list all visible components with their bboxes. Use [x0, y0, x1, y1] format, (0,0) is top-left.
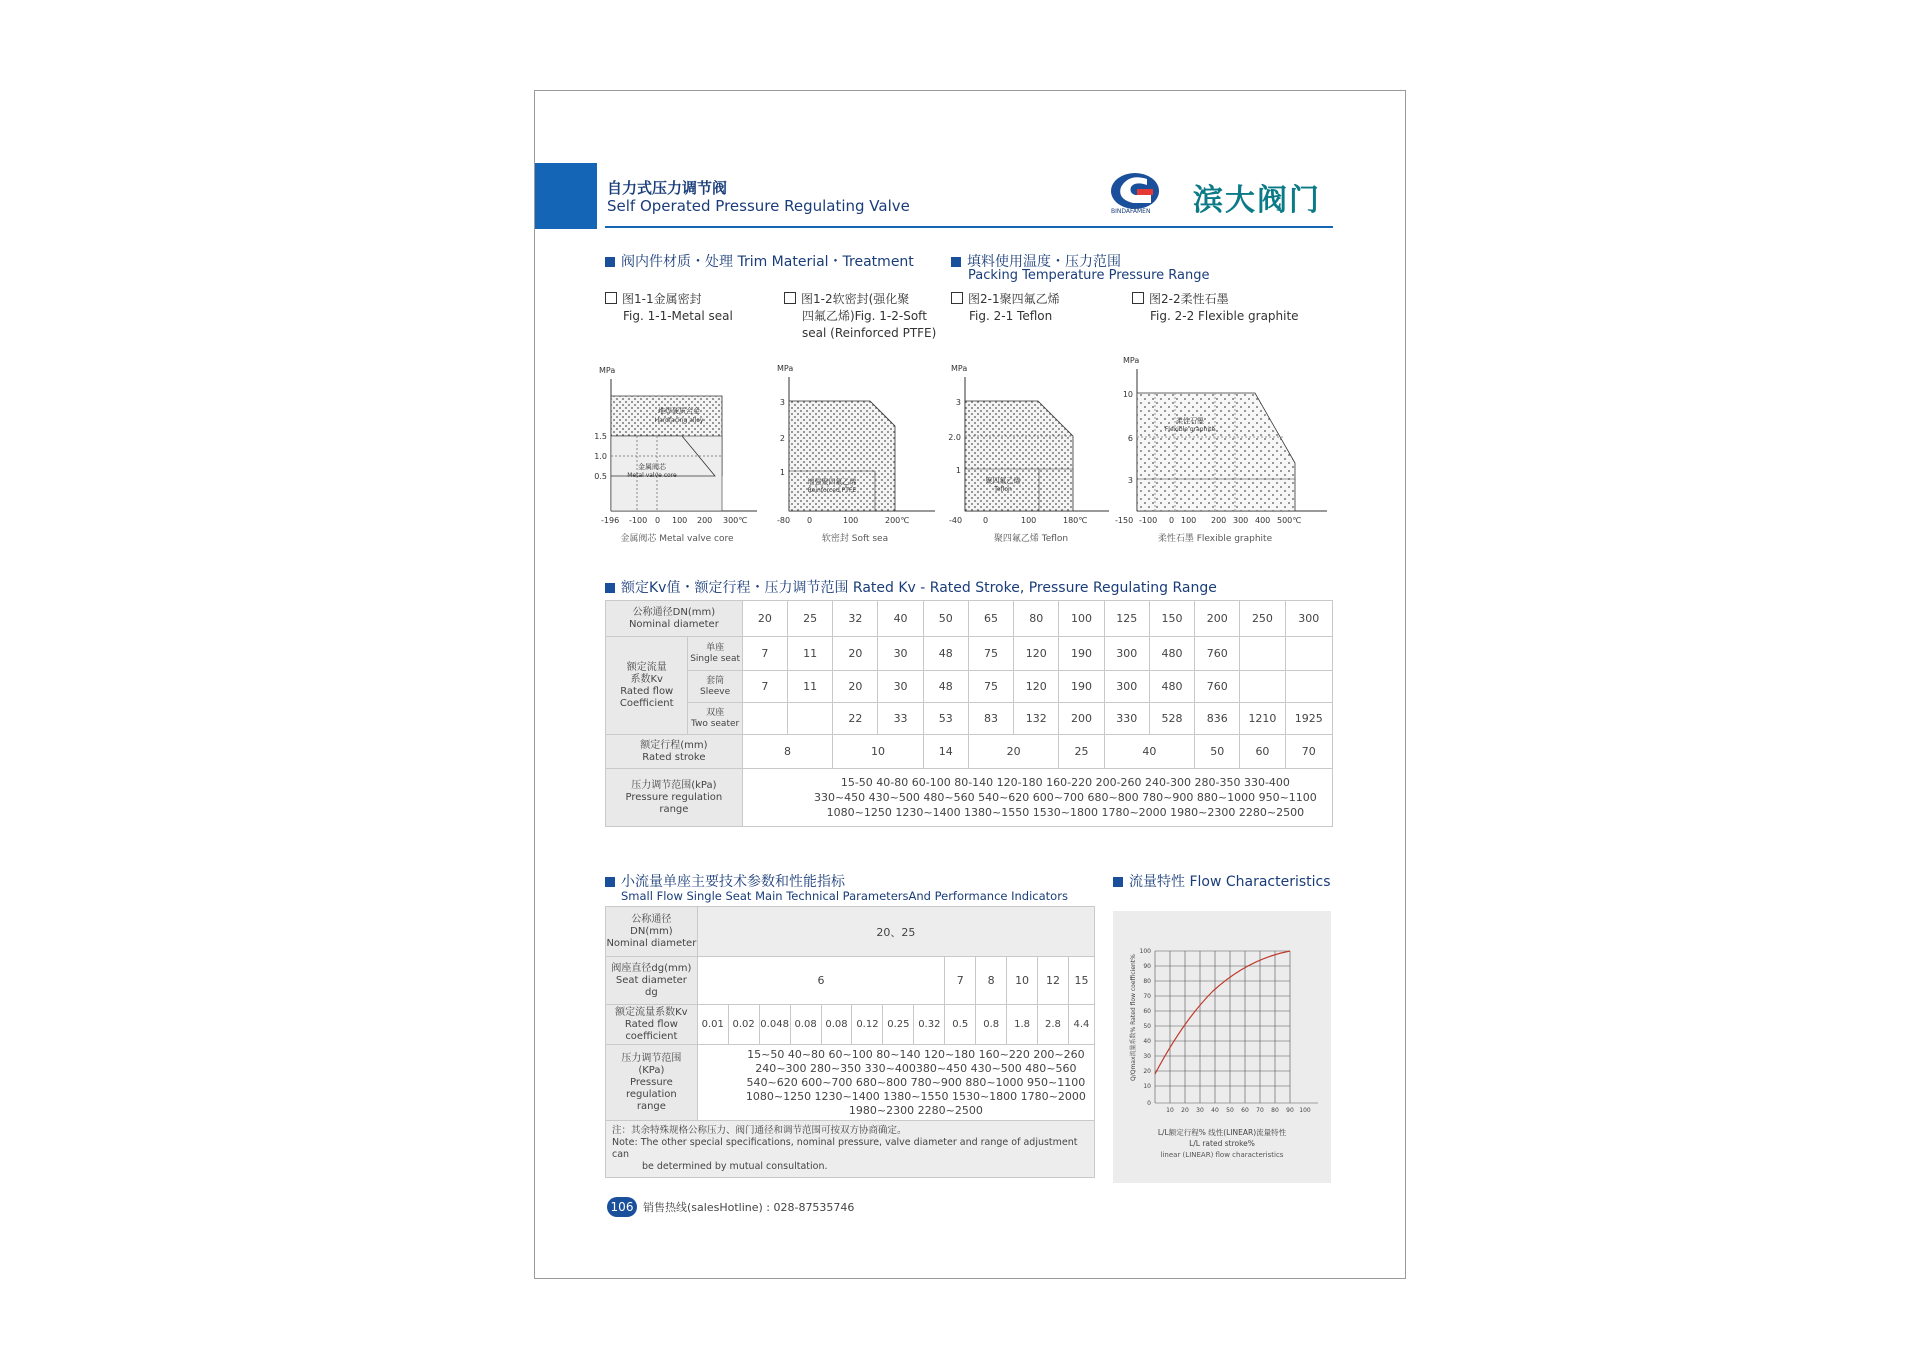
chart1-label-low-en: Metal valve core	[627, 472, 677, 479]
flow-xtick: 20	[1181, 1107, 1189, 1114]
sf-seat-cell: 12	[1038, 957, 1069, 1005]
chart1-xtick: 300℃	[723, 516, 748, 525]
table-row	[606, 601, 1333, 637]
stroke-cell: 10	[833, 735, 923, 769]
sf-dn-value: 20、25	[697, 907, 1094, 957]
chart3-xtick: 180℃	[1063, 516, 1088, 525]
kv-cell: 330	[1104, 703, 1149, 735]
kv-cell: 190	[1059, 671, 1104, 703]
chart4-caption: 柔性石墨 Flexible graphite	[1157, 534, 1273, 544]
pressure-range-label: 压力调节范围(kPa) Pressure regulation range	[606, 769, 743, 827]
dn-cell: 300	[1285, 601, 1332, 637]
chart3-ytick: 1	[955, 466, 961, 475]
flow-ytick: 70	[1143, 993, 1151, 1000]
stroke-cell: 20	[968, 735, 1058, 769]
fig-1-1-label: 图1-1金属密封 Fig. 1-1-Metal seal	[605, 291, 733, 325]
chart3-ytick: 3	[955, 398, 961, 407]
flow-xtick: 80	[1271, 1107, 1279, 1114]
dn-cell: 250	[1240, 601, 1285, 637]
chart1-unit: MPa	[599, 366, 616, 375]
chart2-xtick: 200℃	[885, 516, 910, 525]
kv-cell: 836	[1195, 703, 1240, 735]
chart4-xtick: 0	[1169, 516, 1175, 525]
sf-kv-cell: 0.08	[821, 1005, 852, 1045]
table-row	[606, 1005, 1095, 1045]
chart-soft-seal	[775, 361, 945, 546]
kv-cell	[1285, 637, 1332, 671]
section-kv-title: 额定Kv值・额定行程・压力调节范围 Rated Kv - Rated Stroke, Pressure Regulating Range	[605, 577, 1217, 597]
chart3-xtick: -40	[949, 516, 963, 525]
stroke-label: 额定行程(mm) Rated stroke	[606, 735, 743, 769]
sf-pressure-label: 压力调节范围 (KPa) Pressure regulation range	[606, 1045, 698, 1121]
kv-cell: 1925	[1285, 703, 1332, 735]
flow-ytick: 50	[1143, 1023, 1151, 1030]
flow-ytick: 60	[1143, 1008, 1151, 1015]
kv-cell: 1210	[1240, 703, 1285, 735]
flow-ytick: 30	[1143, 1053, 1151, 1060]
chart2-label-cn: 增强聚四氟乙烯	[807, 478, 857, 486]
pressure-range-values: 15-50 40-80 60-100 80-140 120-180 160-220 200-260 240-300 280-350 330-400 330~450 430~500 480~560 540~620 600~700 680~800 780~900 880~1000 950~1100 1080~1250 1230~1400 1380~1550 1530~1800 1780~2000 1980~2300 2280~2500	[742, 769, 1332, 827]
section-small-flow-title: 小流量单座主要技术参数和性能指标	[605, 871, 845, 891]
flow-ytick: 10	[1143, 1083, 1151, 1090]
dn-cell: 125	[1104, 601, 1149, 637]
chart4-unit: MPa	[1123, 356, 1140, 365]
dn-cell: 32	[833, 601, 878, 637]
sf-kv-cell: 0.25	[883, 1005, 914, 1045]
chart2-unit: MPa	[777, 364, 794, 373]
kv-cell	[787, 703, 832, 735]
sf-kv-cell: 0.8	[976, 1005, 1007, 1045]
kv-cell: 7	[742, 637, 787, 671]
flow-xtick: 70	[1256, 1107, 1264, 1114]
sf-kv-cell: 0.048	[759, 1005, 790, 1045]
chart1-label-low-cn: 金属阀芯	[638, 463, 666, 471]
table-row	[606, 957, 1095, 1005]
kv-cell	[1240, 637, 1285, 671]
kv-cell: 120	[1014, 671, 1059, 703]
sf-kv-cell: 1.8	[1007, 1005, 1038, 1045]
kv-cell: 53	[923, 703, 968, 735]
flow-xlabel-cn: L/L额定行程% 线性(LINEAR)流量特性	[1157, 1128, 1287, 1137]
chart3-label-en: Teflon	[994, 486, 1012, 493]
chart4-xtick: 300	[1233, 516, 1249, 525]
table-row	[606, 703, 1333, 735]
chart3-caption: 聚四氟乙烯 Teflon	[993, 534, 1069, 544]
chart1-xtick: -196	[601, 516, 620, 525]
flow-xtick: 10	[1166, 1107, 1174, 1114]
brand-name: 滨大阀门	[1193, 183, 1321, 218]
kv-cell: 300	[1104, 671, 1149, 703]
chart1-label-top-en: Hardfacing alloy	[654, 417, 704, 424]
chart2-caption: 软密封 Soft sea	[821, 534, 889, 544]
header-accent-block	[535, 163, 597, 229]
chart2-ytick: 2	[779, 434, 785, 443]
sf-kv-cell: 0.12	[852, 1005, 883, 1045]
sleeve-label: 套筒 Sleeve	[688, 671, 742, 703]
flow-xtick: 50	[1226, 1107, 1234, 1114]
chart3-unit: MPa	[951, 364, 968, 373]
chart4-label-en: Flexible graphite	[1164, 426, 1216, 433]
dn-cell: 150	[1149, 601, 1194, 637]
kv-cell: 48	[923, 637, 968, 671]
kv-cell: 83	[968, 703, 1013, 735]
kv-cell: 22	[833, 703, 878, 735]
sf-dn-label: 公称通径 DN(mm) Nominal diameter	[606, 907, 698, 957]
kv-cell: 480	[1149, 637, 1194, 671]
sf-seat-cell: 6	[697, 957, 945, 1005]
chart4-ytick: 10	[1122, 390, 1133, 399]
chart1-xtick: 100	[672, 516, 688, 525]
kv-cell: 190	[1059, 637, 1104, 671]
chart4-ytick: 6	[1127, 434, 1133, 443]
page-title-cn: 自力式压力调节阀	[607, 179, 728, 197]
kv-cell: 300	[1104, 637, 1149, 671]
fig-2-2-label: 图2-2柔性石墨 Fig. 2-2 Flexible graphite	[1132, 291, 1299, 325]
chart-flexible-graphite	[1115, 353, 1337, 546]
kv-cell: 20	[833, 671, 878, 703]
kv-cell: 33	[878, 703, 923, 735]
flow-xtick: 100	[1299, 1107, 1311, 1114]
kv-cell: 760	[1195, 637, 1240, 671]
flow-chart-panel	[1113, 911, 1331, 1183]
double-seat-label: 双座 Two seater	[688, 703, 742, 735]
flow-ytick: 0	[1147, 1100, 1151, 1107]
chart1-xtick: 200	[697, 516, 713, 525]
stroke-cell: 40	[1104, 735, 1194, 769]
kv-cell: 11	[787, 671, 832, 703]
stroke-cell: 25	[1059, 735, 1104, 769]
kv-cell: 480	[1149, 671, 1194, 703]
kv-cell: 132	[1014, 703, 1059, 735]
table-row	[606, 1045, 1095, 1121]
kv-cell: 75	[968, 671, 1013, 703]
dn-cell: 80	[1014, 601, 1059, 637]
chart3-label-cn: 聚四氟乙烯	[985, 477, 1021, 485]
table-row	[606, 735, 1333, 769]
chart4-xtick: 500℃	[1277, 516, 1302, 525]
rated-flow-label: 额定流量 系数Kv Rated flow Coefficient	[606, 637, 688, 735]
dn-cell: 100	[1059, 601, 1104, 637]
chart1-xtick: -100	[629, 516, 648, 525]
table-row	[606, 769, 1333, 827]
kv-cell: 528	[1149, 703, 1194, 735]
sf-kv-cell: 0.01	[697, 1005, 728, 1045]
sf-kv-cell: 0.32	[914, 1005, 945, 1045]
sf-seat-cell: 8	[976, 957, 1007, 1005]
single-seat-label: 单座 Single seat	[688, 637, 742, 671]
section-packing-title-en: Packing Temperature Pressure Range	[968, 268, 1210, 283]
table-row	[606, 637, 1333, 671]
sales-hotline: 销售热线(salesHotline) : 028-87535746	[643, 1201, 855, 1214]
sf-kv-cell: 0.02	[728, 1005, 759, 1045]
flow-xtick: 90	[1286, 1107, 1294, 1114]
chart3-ytick: 2.0	[948, 433, 961, 442]
fig-2-1-label: 图2-1聚四氟乙烯 Fig. 2-1 Teflon	[951, 291, 1060, 325]
dn-label: 公称通径DN(mm) Nominal diameter	[606, 601, 743, 637]
sf-pressure-values: 15~50 40~80 60~100 80~140 120~180 160~220 200~260 240~300 280~350 330~400380~450 430~500 480~560 540~620 600~700 680~800 780~900 880~1000 950~1100 1080~1250 1230~1400 1380~1550 1530~1800 1780~2000 1980~2300 2280~2500	[697, 1045, 1094, 1121]
chart2-ytick: 3	[779, 398, 785, 407]
stroke-cell: 50	[1195, 735, 1240, 769]
kv-table	[605, 600, 1333, 827]
chart-teflon	[943, 361, 1113, 546]
sf-note: 注：其余特殊规格公称压力、阀门通径和调节范围可按双方协商确定。 Note: The other special specifications, nominal pressure, valve diameter and range of adjustment can be determined by mutual consultation.	[606, 1121, 1095, 1178]
linear-flow-curve	[1155, 951, 1290, 1074]
section-flow-title: 流量特性 Flow Characteristics	[1113, 871, 1331, 891]
chart1-ytick: 1.0	[594, 452, 607, 461]
sf-kv-cell: 0.08	[790, 1005, 821, 1045]
kv-cell: 30	[878, 637, 923, 671]
sf-seat-cell: 7	[945, 957, 976, 1005]
chart4-xtick: 400	[1255, 516, 1271, 525]
chart4-xtick: 200	[1211, 516, 1227, 525]
table-row	[606, 907, 1095, 957]
stroke-cell: 70	[1285, 735, 1332, 769]
kv-cell	[1240, 671, 1285, 703]
chart2-label-en: Reinforced PTFE	[807, 487, 857, 494]
chart4-xtick: -100	[1139, 516, 1158, 525]
sf-seat-label: 阀座直径dg(mm) Seat diameter dg	[606, 957, 698, 1005]
chart4-xtick: -150	[1115, 516, 1134, 525]
kv-cell: 30	[878, 671, 923, 703]
flow-xlabel-en: L/L rated stroke%	[1189, 1139, 1255, 1148]
chart1-caption: 金属阀芯 Metal valve core	[620, 534, 734, 544]
kv-cell: 11	[787, 637, 832, 671]
kv-cell: 120	[1014, 637, 1059, 671]
table-row	[606, 1121, 1095, 1178]
section-trim-material-title: 阀内件材质・处理 Trim Material・Treatment	[605, 251, 914, 271]
flow-xtick: 30	[1196, 1107, 1204, 1114]
chart2-ytick: 1	[779, 468, 785, 477]
kv-cell: 7	[742, 671, 787, 703]
chart1-xtick: 0	[655, 516, 661, 525]
chart2-xtick: 0	[807, 516, 813, 525]
kv-cell: 75	[968, 637, 1013, 671]
sf-seat-cell: 10	[1007, 957, 1038, 1005]
stroke-cell: 60	[1240, 735, 1285, 769]
flow-xtick: 40	[1211, 1107, 1219, 1114]
flow-xtick: 60	[1241, 1107, 1249, 1114]
small-flow-table	[605, 906, 1095, 1178]
chart3-xtick: 0	[983, 516, 989, 525]
chart-metal-seal	[594, 361, 767, 546]
chart1-label-top-cn: 堆焊硬质合金	[658, 407, 700, 415]
chart4-xtick: 100	[1181, 516, 1197, 525]
chart3-xtick: 100	[1021, 516, 1037, 525]
brand-logo-icon	[1107, 169, 1167, 215]
flow-ytick: 80	[1143, 978, 1151, 985]
chart4-ytick: 3	[1127, 476, 1133, 485]
kv-cell: 200	[1059, 703, 1104, 735]
flow-ytick: 100	[1139, 948, 1151, 955]
page-number: 106	[607, 1197, 637, 1217]
brand-en: BINDAFAMEN	[1111, 208, 1151, 215]
dn-cell: 65	[968, 601, 1013, 637]
kv-cell: 760	[1195, 671, 1240, 703]
header-rule	[605, 226, 1333, 228]
kv-cell	[742, 703, 787, 735]
kv-cell: 20	[833, 637, 878, 671]
sf-kv-cell: 2.8	[1038, 1005, 1069, 1045]
sf-seat-cell: 15	[1068, 957, 1094, 1005]
kv-cell: 48	[923, 671, 968, 703]
flow-characteristics-chart	[1113, 911, 1331, 1183]
catalog-page	[534, 90, 1406, 1279]
chart2-xtick: 100	[843, 516, 859, 525]
flow-ytick: 40	[1143, 1038, 1151, 1045]
chart1-ytick: 0.5	[594, 472, 607, 481]
chart1-ytick: 1.5	[594, 432, 607, 441]
kv-cell	[1285, 671, 1332, 703]
chart4-label-cn: 柔性石墨	[1176, 417, 1204, 425]
dn-cell: 20	[742, 601, 787, 637]
dn-cell: 40	[878, 601, 923, 637]
fig-1-2-label: 图1-2软密封(强化聚 四氟乙烯)Fig. 1-2-Soft seal (Reinforced PTFE)	[784, 291, 936, 342]
flow-ytick: 90	[1143, 963, 1151, 970]
sf-kv-label: 额定流量系数Kv Rated flow coefficient	[606, 1005, 698, 1045]
dn-cell: 200	[1195, 601, 1240, 637]
flow-ytick: 20	[1143, 1068, 1151, 1075]
dn-cell: 50	[923, 601, 968, 637]
flow-caption: linear (LINEAR) flow characteristics	[1160, 1151, 1284, 1159]
stroke-cell: 8	[742, 735, 832, 769]
sf-kv-cell: 0.5	[945, 1005, 976, 1045]
flow-ylabel: Q/Qmax流量系数% Rated flow coefficient%	[1130, 954, 1137, 1081]
section-small-flow-title-en: Small Flow Single Seat Main Technical ParametersAnd Performance Indicators	[621, 889, 1068, 903]
chart2-xtick: -80	[777, 516, 791, 525]
table-row	[606, 671, 1333, 703]
dn-cell: 25	[787, 601, 832, 637]
page-title-en: Self Operated Pressure Regulating Valve	[607, 197, 910, 215]
stroke-cell: 14	[923, 735, 968, 769]
section-packing-title: 填料使用温度・压力范围	[951, 251, 1121, 271]
sf-kv-cell: 4.4	[1068, 1005, 1094, 1045]
page-footer	[607, 1197, 854, 1217]
